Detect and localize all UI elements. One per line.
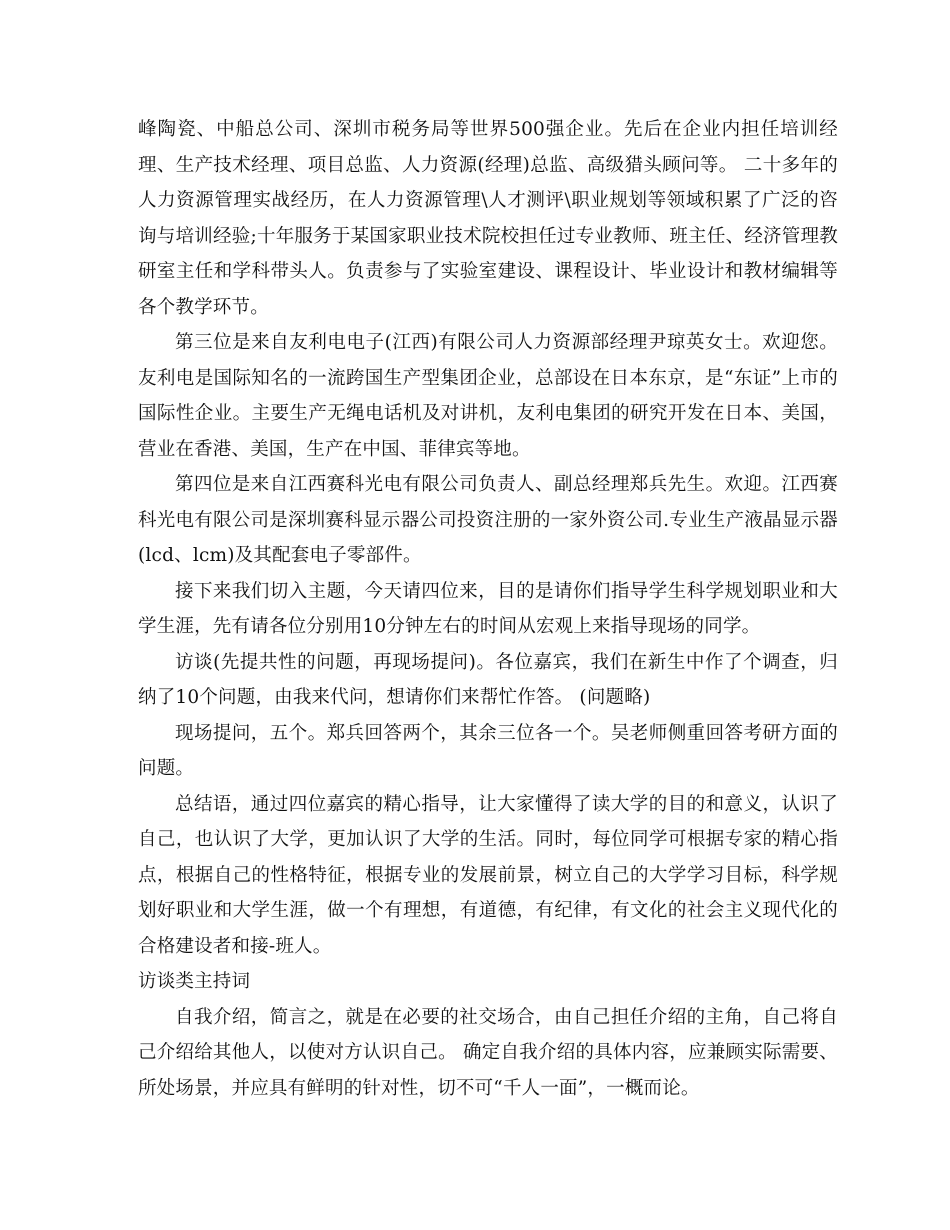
section-title: 访谈类主持词: [138, 971, 251, 992]
paragraph-third-guest: 第三位是来自友利电电子(江西)有限公司人力资源部经理尹琼英女士。欢迎您。友利电是国际知名的一流跨国生产型集团企业，总部设在日本东京，是“东证”上市的国际性企业。主要生产无绳电话机及对讲机，友利电集团的研究开发在日本、美国，营业在香港、美国，生产在中国、菲律宾等地。: [138, 332, 838, 460]
paragraph-summary: 总结语，通过四位嘉宾的精心指导，让大家懂得了读大学的目的和意义，认识了自己，也认识了大学，更加认识了大学的生活。同时，每位同学可根据专家的精心指点，根据自己的性格特征，根据专业的发展前景，树立自己的大学学习目标，科学规划好职业和大学生涯，做一个有理想，有道德，有纪律，有文化的社会主义现代化的合格建设者和接-班人。: [138, 793, 838, 957]
paragraph-main-topic: 接下来我们切入主题，今天请四位来，目的是请你们指导学生科学规划职业和大学生涯，先有请各位分别用10分钟左右的时间从宏观上来指导现场的同学。: [138, 580, 838, 637]
paragraph-live-questions: 现场提问，五个。郑兵回答两个，其余三位各一个。吴老师侧重回答考研方面的问题。: [138, 722, 838, 779]
paragraph-continuation: 峰陶瓷、中船总公司、深圳市税务局等世界500强企业。先后在企业内担任培训经理、生产技术经理、项目总监、人力资源(经理)总监、高级猎头顾问等。 二十多年的人力资源管理实战经历，在人力资源管理\人才测评\职业规划等领域积累了广泛的咨询与培训经验;十年服务于某国家职业技术院校担任过专业教师、班主任、经济管理教研室主任和学科带头人。负责参与了实验室建设、课程设计、毕业设计和教材编辑等各个教学环节。: [138, 119, 838, 318]
paragraph-self-introduction: 自我介绍，简言之，就是在必要的社交场合，由自己担任介绍的主角，自己将自己介绍给其他人，以使对方认识自己。 确定自我介绍的具体内容，应兼顾实际需要、所处场景，并应具有鲜明的针对性，切不可“千人一面”，一概而论。: [138, 1006, 838, 1099]
paragraph-fourth-guest: 第四位是来自江西赛科光电有限公司负责人、副总经理郑兵先生。欢迎。江西赛科光电有限公司是深圳赛科显示器公司投资注册的一家外资公司.专业生产液晶显示器(lcd、lcm)及其配套电子零部件。: [138, 474, 838, 566]
paragraph-interview: 访谈(先提共性的问题，再现场提问)。各位嘉宾，我们在新生中作了个调查，归纳了10个问题，由我来代问，想请你们来帮忙作答。 (问题略): [138, 651, 838, 708]
document-body: [138, 112, 838, 1106]
